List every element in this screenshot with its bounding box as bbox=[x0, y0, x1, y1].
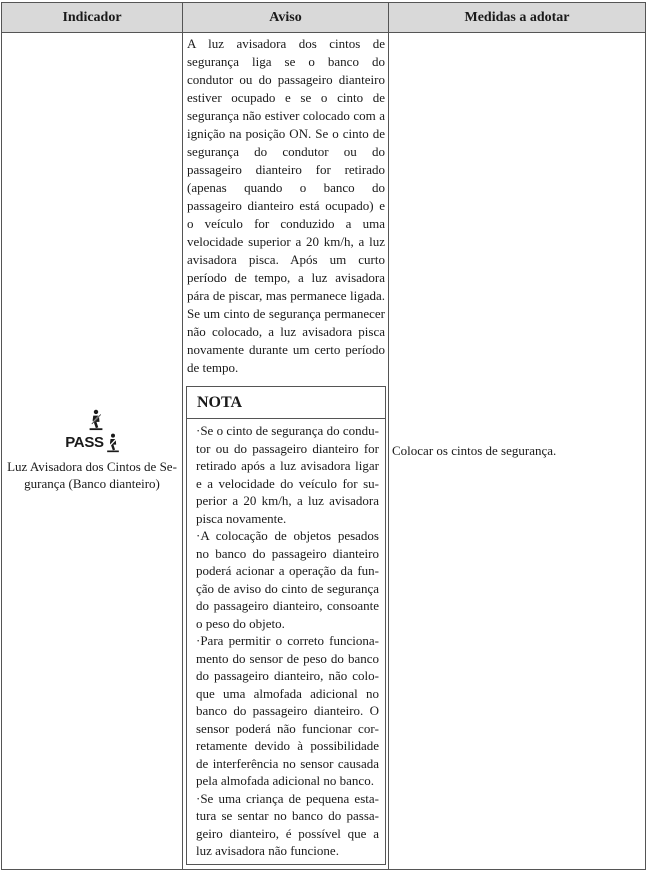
aviso-paragraph: A luz avisadora dos cintos de segurança liga se o banco do condutor ou do passageiro dianteiro estiver ocupado e se o cinto de segurança não estiver colocado com a ignição na posição ON. Se o cinto de segurança do condutor ou do passageiro dianteiro for retirado (apenas quando o banco do passageiro dianteiro está ocupado) e o veículo for conduzido a uma velocidade superior a 20 km/h, a luz avisadora pisca. Após um curto período de tempo, a luz avisadora pára de piscar, mas permanece ligada. Se um cinto de segurança permanecer não colocado, a luz avisadora pisca novamente durante um certo período de tempo. bbox=[187, 36, 385, 375]
indicator-cell bbox=[2, 33, 183, 870]
seatbelt-warning-icon bbox=[85, 409, 107, 431]
warning-light-table bbox=[1, 2, 646, 870]
nota-item: ·Se uma criança de pequena estatura se sentar no banco do passageiro dianteiro, é possível que a luz avisadora não funcione. bbox=[196, 790, 379, 858]
pass-label: PASS bbox=[65, 433, 104, 451]
nota-item: ·Para permitir o correto funcionamento do sensor de peso do banco do passageiro dianteiro, não coloque uma almofada adicional no banco do passageiro dianteiro. O sensor poderá não funcionar corretamente devido à possibilidade de interferência no sensor causada pela almofada adicional no banco. bbox=[196, 633, 379, 788]
indicator-name: Luz Avisadora dos Cintos de Segurança (Banco dianteiro) bbox=[7, 458, 177, 492]
table-row bbox=[2, 33, 646, 870]
nota-item: ·Se o cinto de segurança do condutor ou do passageiro dianteiro for retirado após a luz avisadora ligar e a velocidade do veículo for superior a 20 km/h, a luz avisadora pisca novamente. bbox=[196, 423, 379, 526]
header-aviso: Aviso bbox=[183, 3, 389, 33]
header-medidas: Medidas a adotar bbox=[389, 3, 646, 33]
medidas-cell bbox=[389, 33, 646, 870]
aviso-cell bbox=[183, 33, 389, 870]
header-indicador: Indicador bbox=[2, 3, 183, 33]
medidas-text: Colocar os cintos de segurança. bbox=[392, 442, 557, 458]
nota-box bbox=[186, 386, 386, 865]
indicator-wrap bbox=[2, 409, 182, 493]
nota-title: NOTA bbox=[187, 387, 385, 419]
table-header-row bbox=[2, 3, 646, 33]
pass-indicator bbox=[65, 433, 123, 450]
nota-body bbox=[187, 419, 385, 864]
nota-item: ·A colocação de objetos pesados no banco do passageiro dianteiro poderá acionar a operação da função de aviso do cinto de segurança do passageiro dianteiro, consoante o peso do objeto. bbox=[196, 528, 379, 631]
passenger-seatbelt-icon bbox=[103, 433, 123, 453]
